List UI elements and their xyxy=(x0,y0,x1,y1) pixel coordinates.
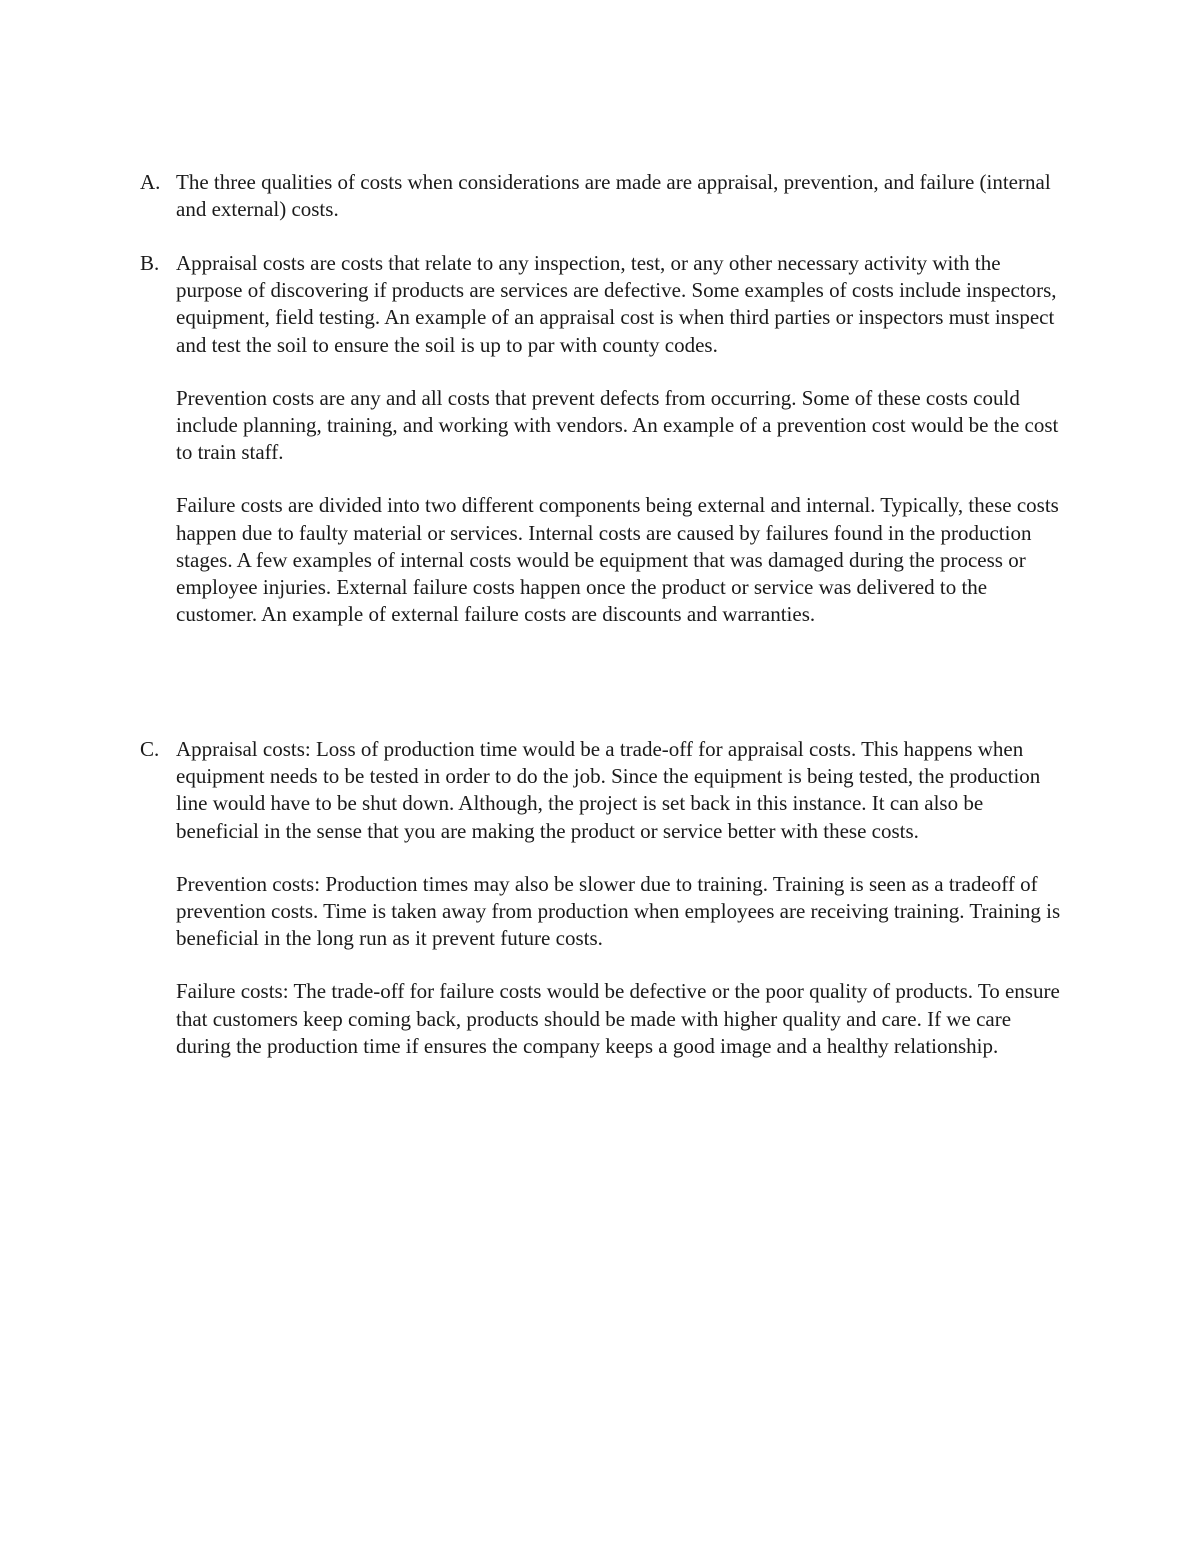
list-marker: B. xyxy=(140,251,160,275)
list-marker: A. xyxy=(140,170,161,194)
paragraph-prevention: Prevention costs are any and all costs that prevent defects from occurring. Some of these costs could include planning, training, and working with vendors. An example of a prevention cost would be the cost to train staff. xyxy=(176,385,1059,465)
paragraph-failure: Failure costs are divided into two different components being external and internal. Typically, these costs happen due to faulty material or services. Internal costs are caused by failures found in the production stages. A few examples of internal costs would be equipment that was damaged during the process or employee injuries. External failure costs happen once the product or service was delivered to the customer. An example of external failure costs are discounts and warranties. xyxy=(176,493,1059,627)
paragraph-failure-tradeoff: Failure costs: The trade-off for failure costs would be defective or the poor quality of products. To ensure that customers keep coming back, products should be made with higher quality and care. If we care during the production time if ensures the company keeps a good image and a healthy relationship. xyxy=(176,979,1060,1058)
paragraph: The three qualities of costs when considerations are made are appraisal, prevention, and failure (internal and external) costs. xyxy=(176,170,1051,222)
list-item-body xyxy=(176,736,1070,1060)
paragraph-appraisal-tradeoff: Appraisal costs: Loss of production time would be a trade-off for appraisal costs. This happens when equipment needs to be tested in order to do the job. Since the equipment is being tested, the production line would have to be shut down. Although, the project is set back in this instance. It can also be beneficial in the sense that you are making the product or service better with these costs. xyxy=(176,737,1041,843)
list-item-body xyxy=(176,169,1070,223)
list-marker: C. xyxy=(140,737,160,761)
paragraph-appraisal: Appraisal costs are costs that relate to any inspection, test, or any other necessary activity with the purpose of discovering if products are services are defective. Some examples of costs include inspectors, equipment, field testing. An example of an appraisal cost is when third parties or inspectors must inspect and test the soil to ensure the soil is up to par with county codes. xyxy=(176,251,1057,357)
list-item-body xyxy=(176,250,1070,628)
paragraph-prevention-tradeoff: Prevention costs: Production times may also be slower due to training. Training is seen as a tradeoff of prevention costs. Time is taken away from production when employees are receiving training. Training is beneficial in the long run as it prevent future costs. xyxy=(176,871,1061,951)
